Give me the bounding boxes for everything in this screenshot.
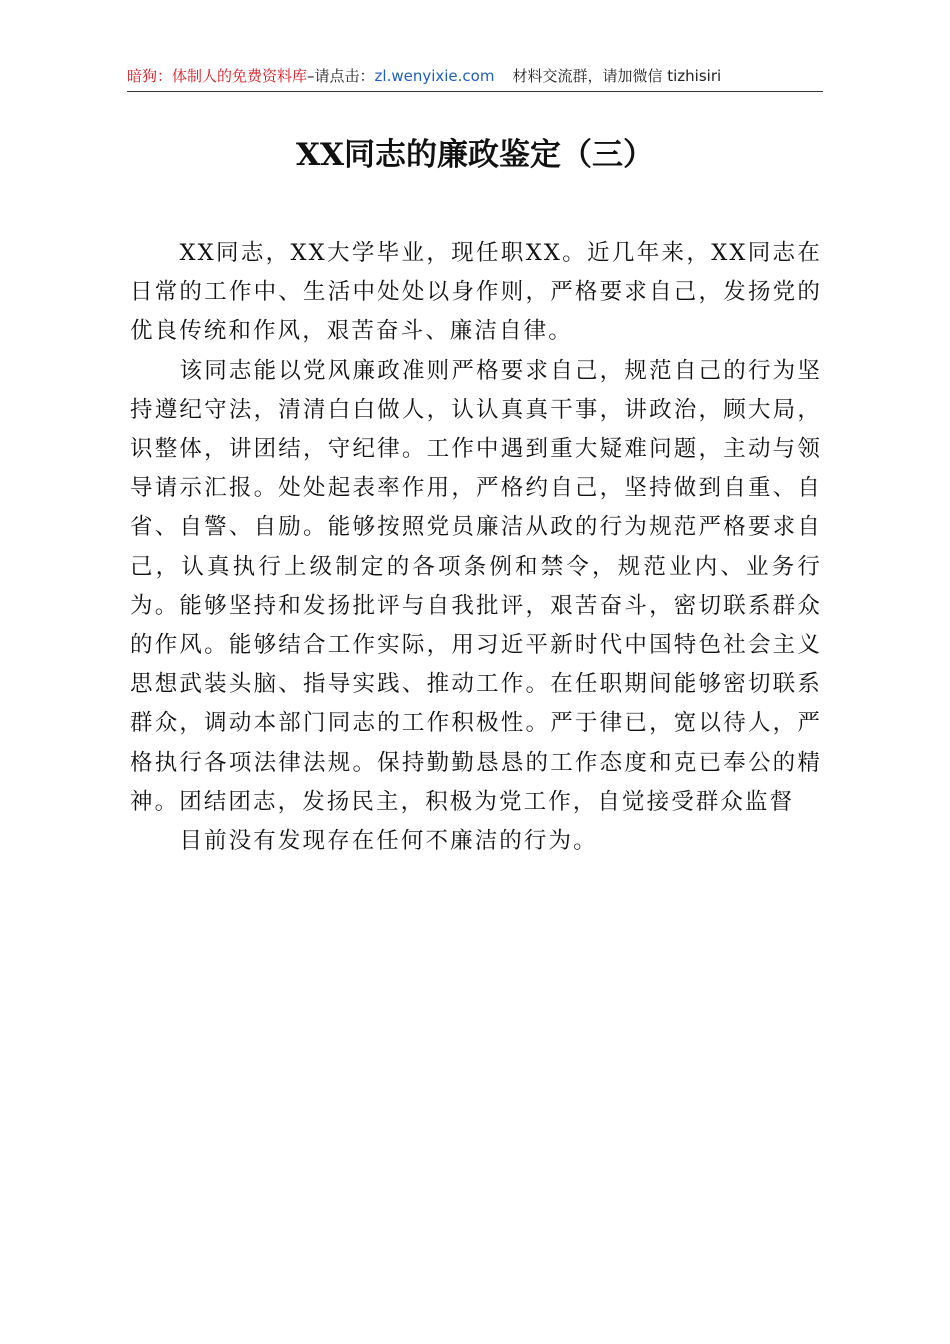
- document-title: XX同志的廉政鉴定（三）: [295, 137, 655, 173]
- paragraph-2: 该同志能以党风廉政准则严格要求自己，规范自己的行为坚持遵纪守法，清清白白做人，认认真真干事，讲政治，顾大局，识整体，讲团结，守纪律。工作中遇到重大疑难问题，主动与领导请示汇报。处处起表率作用，严格约自己，坚持做到自重、自省、自警、自励。能够按照党员廉洁从政的行为规范严格要求自己，认真执行上级制定的各项条例和禁令，规范业内、业务行为。能够坚持和发扬批评与自我批评，艰苦奋斗，密切联系群众的作风。能够结合工作实际，用习近平新时代中国特色社会主义思想武装头脑、指导实践、推动工作。在任职期间能够密切联系群众，调动本部门同志的工作积极性。严于律已，宽以待人，严格执行各项法律法规。保持勤勤恳恳的工作态度和克已奉公的精神。团结团志，发扬民主，积极为党工作，自觉接受群众监督: [130, 357, 822, 815]
- document-body: [130, 234, 822, 861]
- header-prompt: –请点击：: [307, 67, 375, 85]
- header-contact: 材料交流群，请加微信 tizhisiri: [512, 67, 722, 85]
- paragraph-1: XX同志，XX大学毕业，现任职XX。近几年来，XX同志在日常的工作中、生活中处处以身作则，严格要求自己，发扬党的优良传统和作风，艰苦奋斗、廉洁自律。: [130, 240, 822, 345]
- page-header: [127, 62, 823, 92]
- header-link[interactable]: zl.wenyixie.com: [374, 67, 495, 85]
- paragraph-3: 目前没有发现存在任何不廉洁的行为。: [179, 828, 598, 855]
- header-brand: 暗狗：体制人的免费资料库: [127, 67, 308, 85]
